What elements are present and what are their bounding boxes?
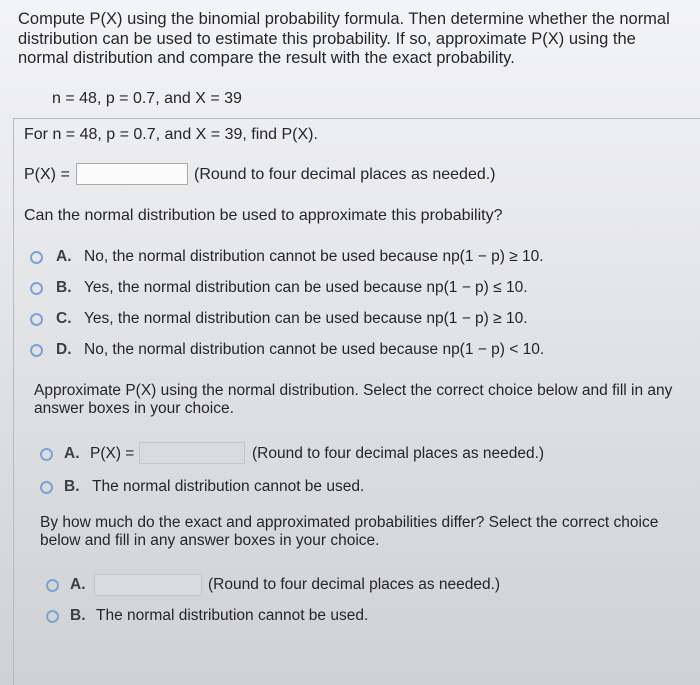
part3-px-input[interactable] [139, 442, 245, 464]
radio-button-a[interactable] [46, 579, 59, 592]
option-text: No, the normal distribution cannot be used because np(1 − p) < 10. [84, 341, 545, 358]
part4-prompt: By how much do the exact and approximated probabilities differ? Select the correct choice below and fill in any answer boxes in your choice. [40, 514, 659, 549]
radio-button-b[interactable] [30, 282, 43, 295]
radio-button-c[interactable] [30, 313, 43, 326]
answer-panel-border [13, 118, 14, 685]
question-intro: Compute P(X) using the binomial probability formula. Then determine whether the normal distribution can be used to estimate this probability. If so, approximate P(X) using the normal distribution and compare the result with the exact probability. [18, 10, 670, 67]
option-text: Yes, the normal distribution can be used because np(1 − p) ≤ 10. [84, 279, 528, 296]
option-text: The normal distribution cannot be used. [92, 478, 365, 495]
part3-px-label: P(X) = [90, 445, 135, 462]
option-letter: B. [64, 478, 80, 495]
radio-button-d[interactable] [30, 344, 43, 357]
radio-button-b[interactable] [46, 610, 59, 623]
option-letter: D. [56, 341, 72, 358]
part1-hint: (Round to four decimal places as needed.) [194, 166, 496, 183]
option-letter: C. [56, 310, 72, 327]
part4-difference-input[interactable] [94, 574, 202, 596]
radio-button-b[interactable] [40, 481, 53, 494]
part2-prompt: Can the normal distribution be used to approximate this probability? [24, 207, 503, 224]
option-text: No, the normal distribution cannot be used because np(1 − p) ≥ 10. [84, 248, 544, 265]
radio-button-a[interactable] [30, 251, 43, 264]
part3-hint: (Round to four decimal places as needed.) [252, 445, 545, 462]
part3-prompt: Approximate P(X) using the normal distribution. Select the correct choice below and fill in any answer boxes in your choice. [34, 382, 673, 417]
option-letter: A. [56, 248, 72, 265]
option-text: Yes, the normal distribution can be used because np(1 − p) ≥ 10. [84, 310, 528, 327]
section-divider [14, 118, 700, 119]
option-letter: B. [56, 279, 72, 296]
radio-button-a[interactable] [40, 448, 53, 461]
question-parameters: n = 48, p = 0.7, and X = 39 [52, 90, 242, 107]
option-letter: A. [64, 445, 80, 462]
part1-px-label: P(X) = [24, 166, 70, 183]
option-letter: A. [70, 576, 86, 593]
part1-prompt: For n = 48, p = 0.7, and X = 39, find P(X). [24, 126, 318, 143]
part4-hint: (Round to four decimal places as needed.) [208, 576, 501, 593]
option-text: The normal distribution cannot be used. [96, 607, 369, 624]
option-letter: B. [70, 607, 86, 624]
part1-px-input[interactable] [76, 163, 188, 185]
